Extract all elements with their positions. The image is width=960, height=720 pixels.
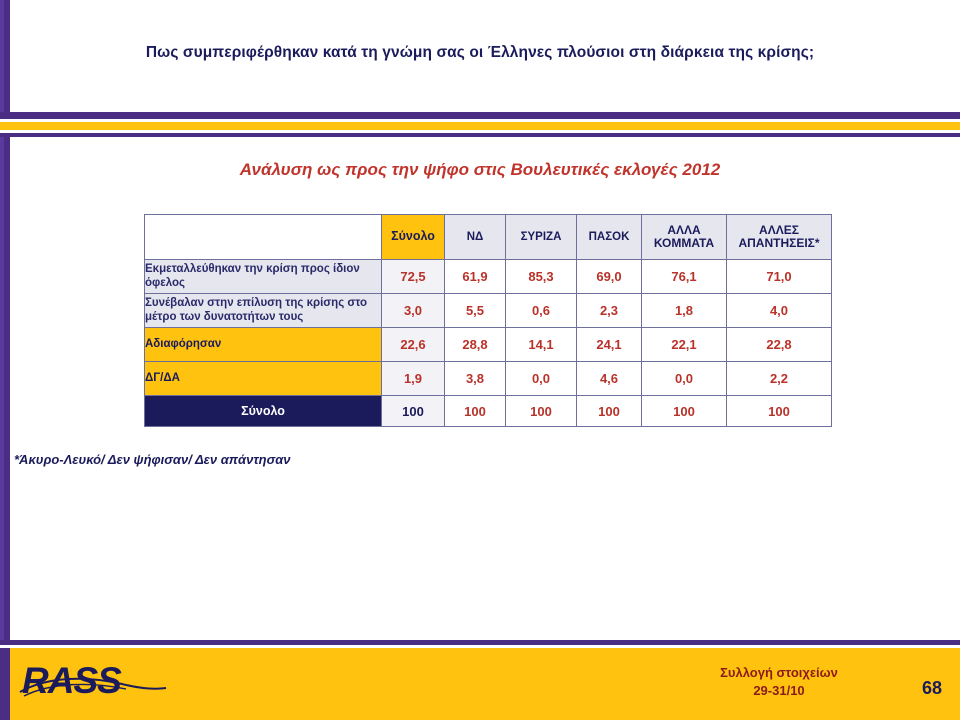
table-column-header-other-answers: ΑΛΛΕΣ ΑΠΑΝΤΗΣΕΙΣ* — [727, 215, 832, 260]
table-row-label: ΔΓ/ΔΑ — [145, 362, 382, 396]
table-total-cell: 100 — [642, 396, 727, 427]
table-total-cell: 100 — [727, 396, 832, 427]
table-cell: 3,0 — [382, 294, 445, 328]
table-cell: 2,2 — [727, 362, 832, 396]
divider-band-yellow — [0, 122, 960, 130]
table-cell: 1,8 — [642, 294, 727, 328]
logo-text: RASS — [22, 660, 121, 701]
table-column-header-total: Σύνολο — [382, 215, 445, 260]
table-cell: 3,8 — [445, 362, 506, 396]
table-total-row — [145, 396, 832, 427]
footer-left-purple-block — [0, 648, 10, 720]
table-total-cell: 100 — [445, 396, 506, 427]
footer-collection-dates: 29-31/10 — [753, 683, 805, 699]
page-number: 68 — [921, 678, 942, 698]
table-cell: 0,6 — [506, 294, 577, 328]
table-cell: 2,3 — [577, 294, 642, 328]
table-cell: 22,1 — [642, 328, 727, 362]
table-row-label: Εκμεταλλεύθηκαν την κρίση προς ίδιον όφελος — [145, 260, 382, 294]
footnote: *Άκυρο-Λευκό/ Δεν ψήφισαν/ Δεν απάντησαν — [14, 452, 291, 467]
table-cell: 71,0 — [727, 260, 832, 294]
table-cell: 4,0 — [727, 294, 832, 328]
table-cell: 76,1 — [642, 260, 727, 294]
data-table — [144, 214, 832, 427]
table-cell: 61,9 — [445, 260, 506, 294]
footer-collection-label: Συλλογή στοιχείων — [720, 665, 838, 680]
table-column-header-pasok: ΠΑΣΟΚ — [577, 215, 642, 260]
left-edge-bar — [0, 0, 10, 720]
table-row — [145, 260, 832, 294]
table-cell: 22,6 — [382, 328, 445, 362]
table-total-cell: 100 — [577, 396, 642, 427]
table-total-cell: 100 — [506, 396, 577, 427]
table-cell: 28,8 — [445, 328, 506, 362]
table-cell: 24,1 — [577, 328, 642, 362]
table-row — [145, 294, 832, 328]
table-cell: 85,3 — [506, 260, 577, 294]
table-cell: 69,0 — [577, 260, 642, 294]
table-row-label: Συνέβαλαν στην επίλυση της κρίσης στο μέτρο των δυνατοτήτων τους — [145, 294, 382, 328]
rass-logo — [22, 660, 162, 706]
data-table-container — [144, 214, 828, 427]
table-column-header-syriza: ΣΥΡΙΖΑ — [506, 215, 577, 260]
table-row-label: Αδιαφόρησαν — [145, 328, 382, 362]
table-cell: 0,0 — [506, 362, 577, 396]
table-cell: 1,9 — [382, 362, 445, 396]
table-cell: 4,6 — [577, 362, 642, 396]
table-column-header-other-parties: ΑΛΛΑ ΚΟΜΜΑΤΑ — [642, 215, 727, 260]
page-title: Πως συμπεριφέρθηκαν κατά τη γνώμη σας οι Έλληνες πλούσιοι στη διάρκεια της κρίσης; — [145, 44, 815, 61]
table-row — [145, 362, 832, 396]
table-cell: 0,0 — [642, 362, 727, 396]
subtitle: Ανάλυση ως προς την ψήφο στις Βουλευτικές εκλογές 2012 — [239, 160, 721, 179]
table-total-cell: 100 — [382, 396, 445, 427]
table-total-label: Σύνολο — [145, 396, 382, 427]
divider-band-purple-bottom — [0, 133, 960, 137]
table-cell: 22,8 — [727, 328, 832, 362]
table-row — [145, 328, 832, 362]
table-cell: 72,5 — [382, 260, 445, 294]
table-column-header-nd: ΝΔ — [445, 215, 506, 260]
divider-band-purple-top — [0, 112, 960, 119]
table-cell: 5,5 — [445, 294, 506, 328]
logo-swoosh-icon — [18, 672, 168, 698]
table-corner-cell — [145, 215, 382, 260]
footer-collection-info — [664, 664, 894, 700]
table-cell: 14,1 — [506, 328, 577, 362]
left-edge-inner-bar — [0, 0, 4, 720]
table-header-row — [145, 215, 832, 260]
